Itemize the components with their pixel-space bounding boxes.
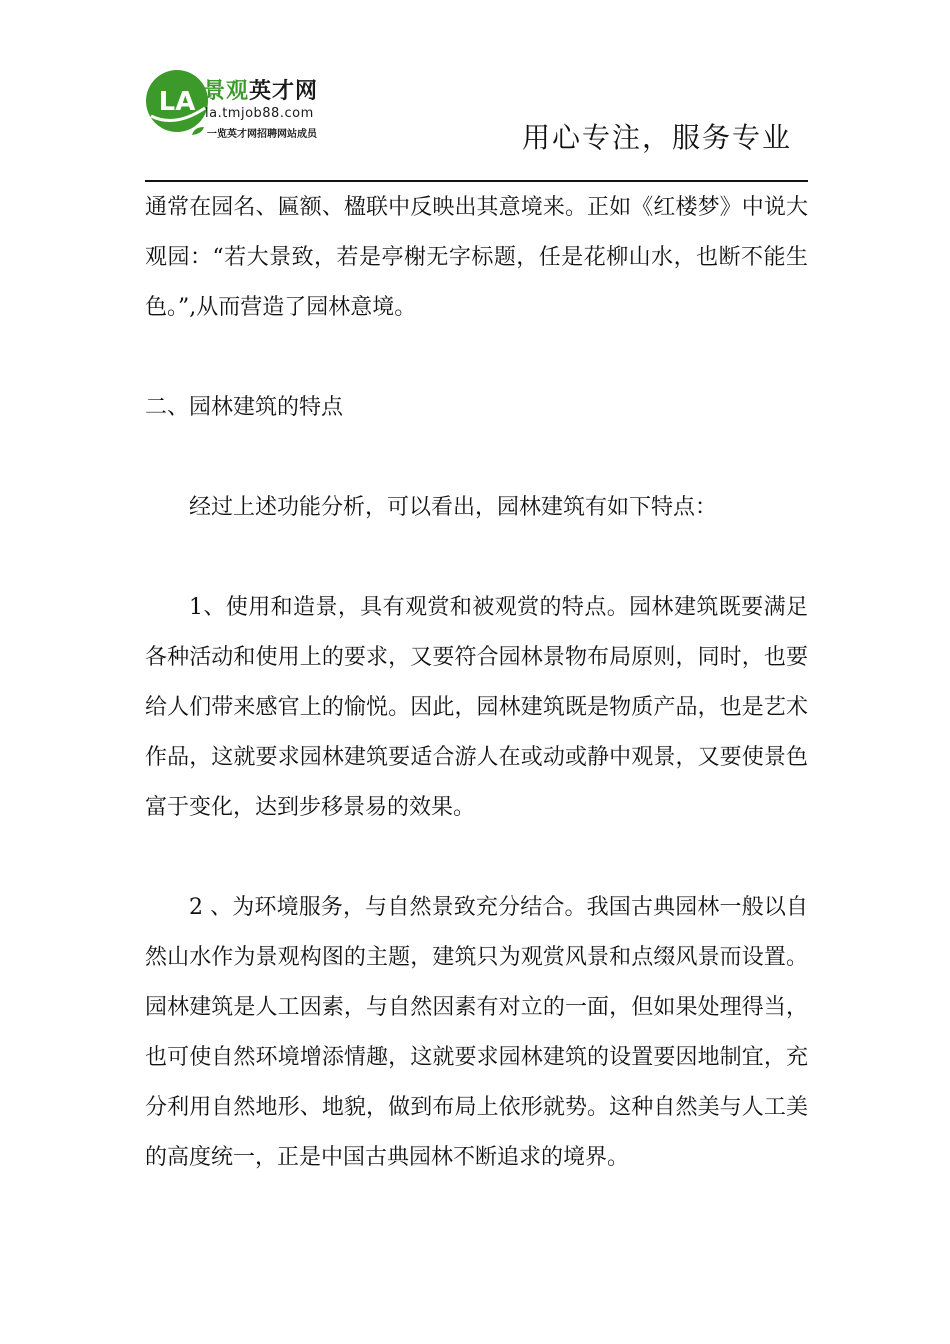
paragraph-gap <box>145 533 808 583</box>
paragraph-point-2: 2 、为环境服务，与自然景致充分结合。我国古典园林一般以自然山水作为景观构图的主题，建筑只为观赏风景和点缀风景而设置。园林建筑是人工因素，与自然因素有对立的一面，但如果处理得当，也可使自然环境增添情趣，这就要求园林建筑的设置要因地制宜，充分利用自然地形、地貌，做到布局上依形就势。这种自然美与人工美的高度统一，正是中国古典园林不断追求的境界。 <box>145 895 808 1170</box>
page-header <box>0 0 950 185</box>
section-heading: 二、园林建筑的特点 <box>145 395 344 420</box>
header-divider <box>145 180 808 182</box>
document-body <box>145 183 808 1183</box>
la-logo-icon <box>145 68 211 134</box>
logo-mark-text: LA <box>158 87 196 117</box>
site-logo[interactable] <box>145 68 375 148</box>
paragraph-lead: 经过上述功能分析，可以看出，园林建筑有如下特点： <box>189 495 718 520</box>
logo-tagline: 一览英才网招聘网站成员 <box>207 129 317 140</box>
paragraph-point-1: 1、使用和造景，具有观赏和被观赏的特点。园林建筑既要满足各种活动和使用上的要求，又要符合园林景物布局原则，同时，也要给人们带来感官上的愉悦。因此，园林建筑既是物质产品，也是艺术作品，这就要求园林建筑要适合游人在或动或静中观景，又要使景色富于变化，达到步移景易的效果。 <box>145 595 808 820</box>
logo-domain: la.tmjob88.com <box>205 106 314 121</box>
logo-name-part1: 景观 <box>203 79 250 104</box>
paragraph-gap <box>145 333 808 383</box>
paragraph-gap <box>145 833 808 883</box>
logo-site-name <box>203 74 318 105</box>
header-slogan: 用心专注，服务专业 <box>521 121 792 154</box>
logo-name-part2: 英才网 <box>249 79 319 104</box>
paragraph-gap <box>145 433 808 483</box>
leaf-icon <box>191 126 205 136</box>
paragraph-intro: 通常在园名、匾额、楹联中反映出其意境来。正如《红楼梦》中说大观园：“若大景致，若是亭榭无字标题，任是花柳山水，也断不能生色。”,从而营造了园林意境。 <box>145 195 808 320</box>
